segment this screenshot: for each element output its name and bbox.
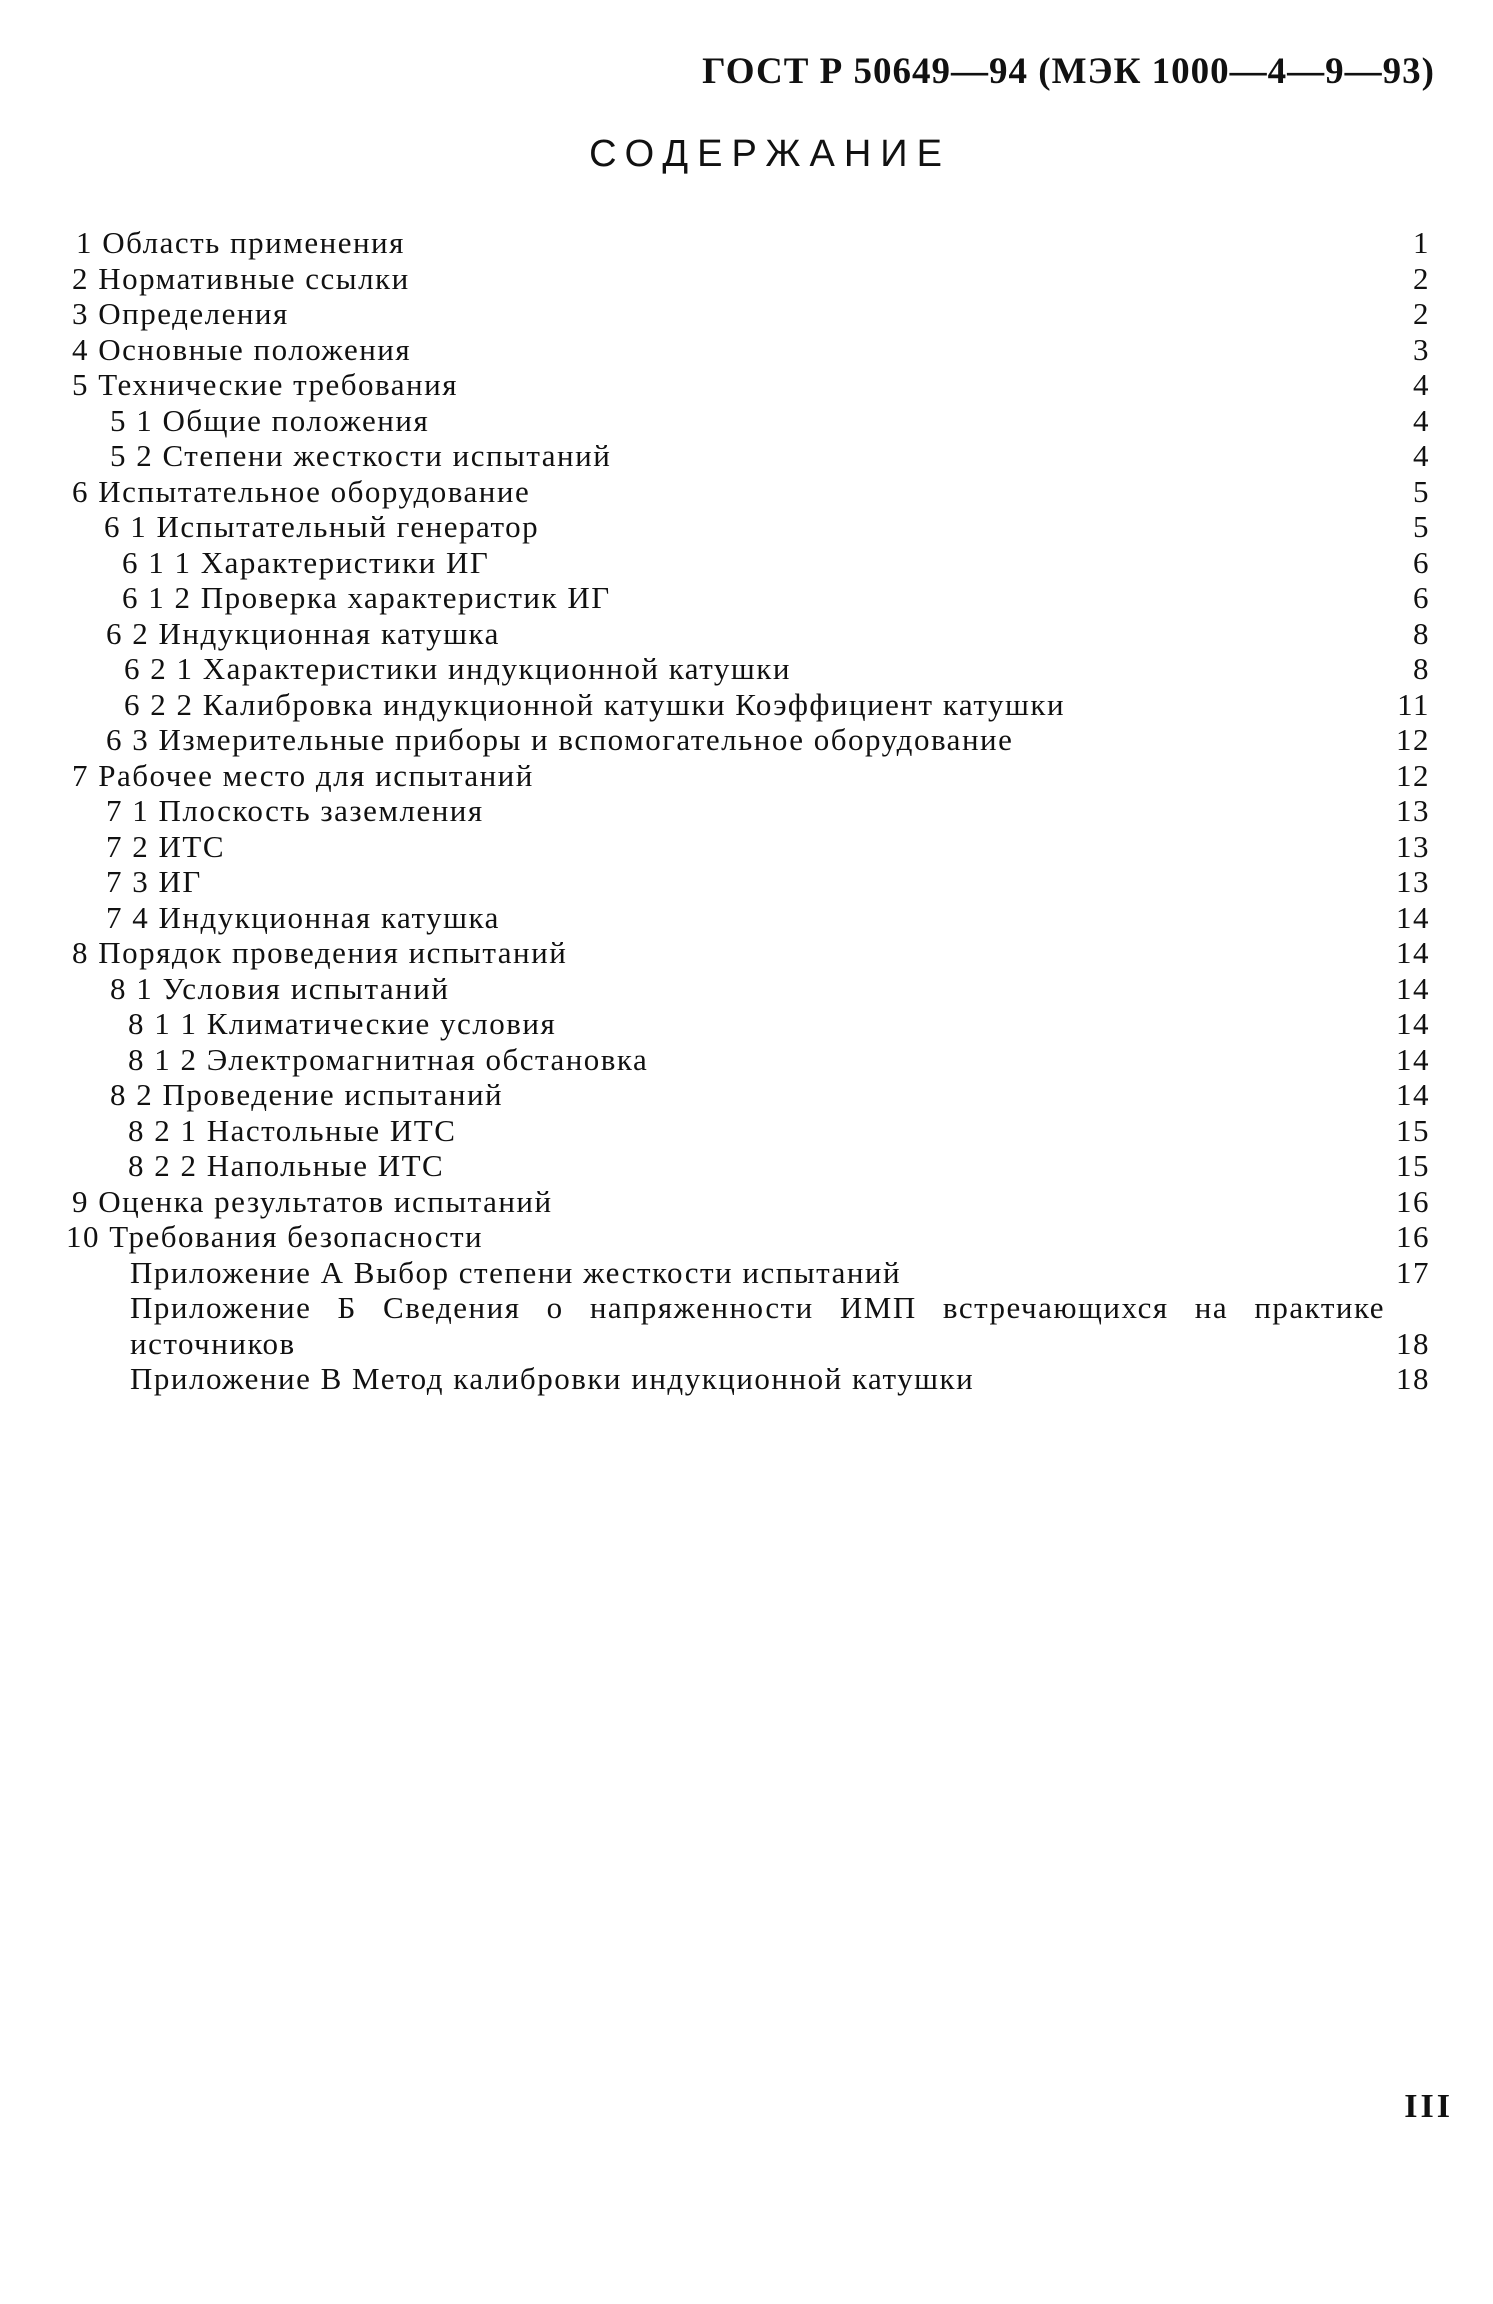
toc-entry [70,758,1430,794]
toc-entry [70,438,1430,474]
toc-entry-text: 6 1 2 Проверка характеристик ИГ [122,580,611,615]
toc-entry-page: 2 [1413,296,1430,331]
toc-entry-page: 15 [1396,1112,1430,1148]
toc-entry-page: 16 [1396,1219,1430,1254]
toc-entry-page: 13 [1396,793,1430,828]
toc-entry-page: 4 [1413,438,1430,473]
toc-entry-text: 2 Нормативные ссылки [72,260,410,296]
toc-entry-page: 14 [1396,1077,1430,1112]
toc-entry-page: 17 [1396,1254,1430,1290]
toc-entry [70,793,1430,829]
toc-entry [70,545,1430,581]
toc-entry-page: 14 [1396,935,1430,970]
toc-entry-page: 8 [1413,615,1430,651]
toc-entry-page: 6 [1413,580,1430,615]
document-code-header: ГОСТ Р 50649—94 (МЭК 1000—4—9—93) [702,51,1435,92]
toc-entry [70,1113,1430,1149]
toc-entry-text: 6 2 Индукционная катушка [106,615,500,651]
toc-entry-page: 18 [1396,1325,1430,1361]
toc-entry-text: 5 1 Общие положения [110,402,430,438]
toc-entry-page: 5 [1413,509,1430,544]
toc-entry-text: 6 3 Измерительные приборы и вспомогательное оборудование [106,722,1014,757]
toc-entry-text: 7 1 Плоскость заземления [106,793,484,828]
toc-entry-page: 1 [1413,225,1430,260]
toc-entry [70,864,1430,900]
page-number: III [1404,2088,1453,2125]
toc-entry-text: 8 2 Проведение испытаний [110,1077,504,1112]
toc-entry [70,332,1430,368]
toc-entry [66,1219,1430,1255]
toc-entry-page: 15 [1396,1148,1430,1183]
toc-entry-text: 3 Определения [72,296,289,331]
toc-entry-page: 12 [1396,757,1430,793]
toc-entry-page: 2 [1413,260,1430,296]
toc-entry [70,1148,1430,1184]
toc-entry [70,474,1430,510]
toc-entry-text: 7 Рабочее место для испытаний [72,757,534,793]
toc-entry-page: 6 [1413,544,1430,580]
toc-entry-page: 14 [1396,970,1430,1006]
toc-entry [70,1077,1430,1113]
toc-entry-page: 12 [1396,722,1430,757]
toc-entry [70,225,1430,261]
toc-entry-text: 7 3 ИГ [106,864,202,899]
toc-entry [70,687,1430,723]
toc-entry-page: 4 [1413,402,1430,438]
toc-entry-text: 8 1 2 Электромагнитная обстановка [128,1041,649,1077]
toc-entry-text: Приложение Б Сведения о напряженности ИМП встречающихся на практике источников [130,1290,1385,1361]
toc-entry-text: 6 1 Испытательный генератор [104,509,540,544]
toc-entry-text: 1 Область применения [76,225,405,260]
toc-entry-text: 5 2 Степени жесткости испытаний [110,438,612,473]
toc-entry [70,971,1430,1007]
toc-entry [70,1290,1430,1361]
toc-entry [70,367,1430,403]
toc-entry [70,1361,1430,1397]
toc-entry-text: Приложение А Выбор степени жесткости испытаний [130,1254,902,1290]
toc-entry-text: 8 1 1 Климатические условия [128,1006,557,1041]
toc-entry-text: Приложение В Метод калибровки индукционной катушки [130,1361,975,1396]
toc-entry-text: 7 2 ИТС [106,828,225,864]
toc-entry [70,1042,1430,1078]
toc-entry-text: 8 1 Условия испытаний [110,970,450,1006]
toc-entry-text: 6 2 1 Характеристики индукционной катушки [124,651,791,686]
toc-entry-page: 18 [1396,1361,1430,1396]
toc-entry [70,722,1430,758]
toc-entry-page: 14 [1396,899,1430,935]
toc-entry [70,509,1430,545]
toc-entry-page: 14 [1396,1041,1430,1077]
toc-entry-text: 6 Испытательное оборудование [72,473,531,509]
toc-entry [70,616,1430,652]
toc-entry-page: 3 [1413,331,1430,367]
toc-title: СОДЕРЖАНИЕ [589,133,951,175]
toc-entry-text: 5 Технические требования [72,367,458,402]
toc-entry [70,296,1430,332]
toc-entry-text: 8 2 1 Настольные ИТС [128,1112,457,1148]
toc-entry-text: 4 Основные положения [72,331,412,367]
toc-entry-page: 14 [1396,1006,1430,1041]
table-of-contents [66,225,1430,1397]
toc-entry-page: 5 [1413,473,1430,509]
toc-entry [70,1006,1430,1042]
toc-entry [70,403,1430,439]
toc-entry [70,1184,1430,1220]
toc-entry-text: 6 1 1 Характеристики ИГ [122,544,490,580]
toc-entry-text: 7 4 Индукционная катушка [106,899,500,935]
toc-entry-page: 8 [1413,651,1430,686]
toc-entry [70,935,1430,971]
toc-entry-page: 4 [1413,367,1430,402]
toc-entry [70,651,1430,687]
toc-entry [70,261,1430,297]
toc-entry-page: 13 [1396,864,1430,899]
toc-entry-text: 8 2 2 Напольные ИТС [128,1148,445,1183]
toc-entry [70,829,1430,865]
toc-entry-text: 9 Оценка результатов испытаний [72,1183,553,1219]
toc-entry-page: 13 [1396,828,1430,864]
toc-entry-text: 6 2 2 Калибровка индукционной катушки Коэффициент катушки [124,686,1066,722]
toc-entry [70,580,1430,616]
toc-entry-page: 11 [1397,686,1430,722]
toc-entry-text: 10 Требования безопасности [66,1219,484,1254]
toc-entry [70,900,1430,936]
toc-entry-text: 8 Порядок проведения испытаний [72,935,568,970]
toc-entry-page: 16 [1396,1183,1430,1219]
toc-entry [70,1255,1430,1291]
